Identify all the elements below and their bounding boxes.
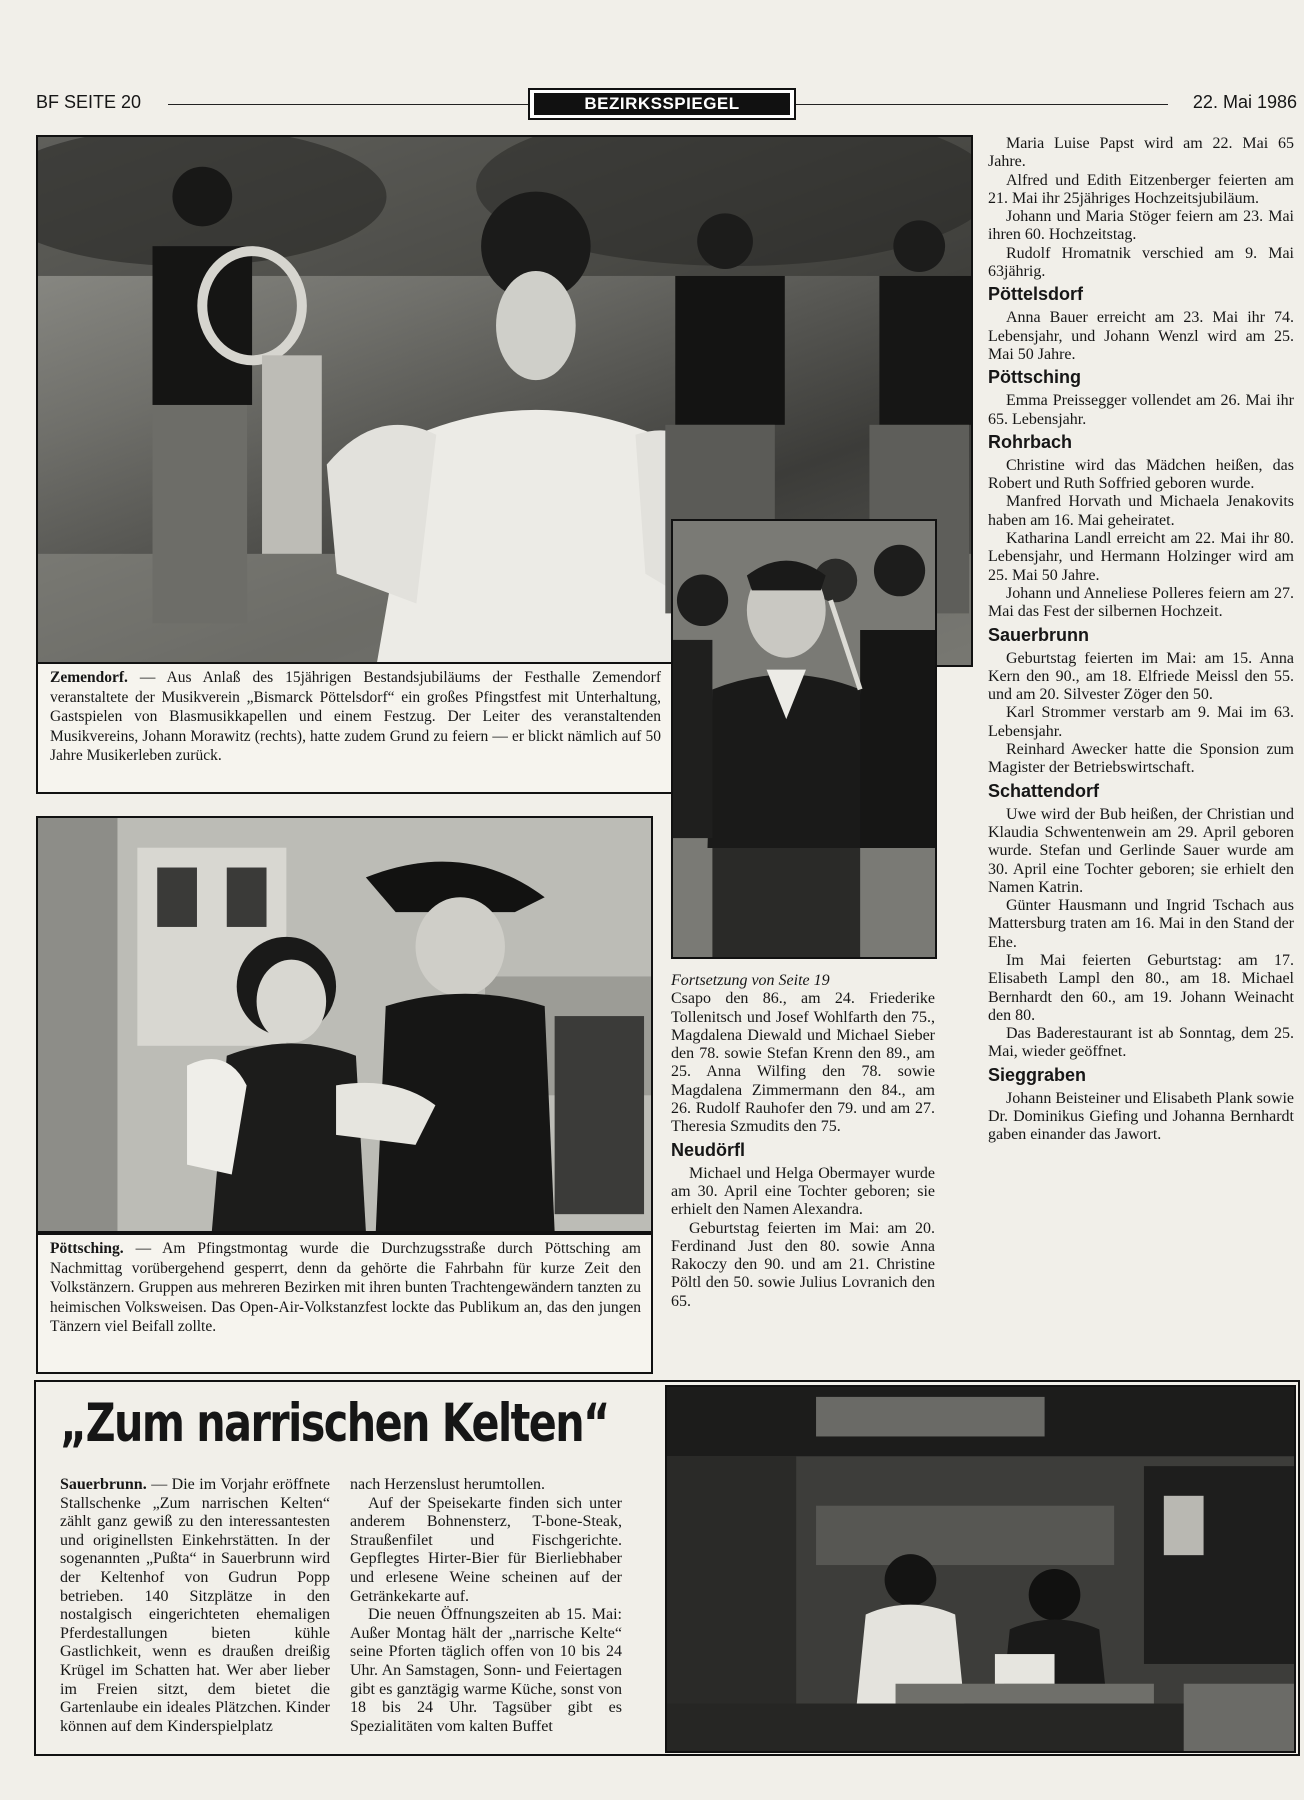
caption-poettsching-text: — Am Pfingstmontag wurde die Durchzugsstraße durch Pöttsching am Nachmittag vorübergehend gesperrt, denn da gehörte die Fahrbahn für kurze Zeit den Volkstänzern. Gruppen aus mehreren Bezirken mit ihren bunten Trachtengewändern tanzten zu heimischen Volksweisen. Das Open-Air-Volkstanzfest lockte das Publikum an, das den jungen Tänzern viel Beifall zollte. (50, 1240, 641, 1335)
paragraph: Günter Hausmann und Ingrid Tschach aus Mattersburg traten am 16. Mai in den Stand der Ehe. (988, 897, 1294, 951)
paragraph: nach Herzenslust herumtollen. (350, 1476, 546, 1493)
paragraph: Reinhard Awecker hatte die Sponsion zum Magister der Betriebswirtschaft. (988, 741, 1294, 777)
section-box (528, 88, 796, 120)
column-middle-intro: Csapo den 86., am 24. Friederike Tollenitsch und Josef Wohlfarth den 75., Magdalena Diewald und Michael Sieber den 78. sowie Stefan Krenn den 89., am 25. Anna Wilfing den 78. sowie Magdalena Zimmermann den 84., am 26. Rudolf Rauhofer den 79. und am 27. Theresia Szmudits den 75. (671, 990, 935, 1136)
heading-rohrbach: Rohrbach (988, 431, 1073, 452)
page-number: BF SEITE 20 (36, 92, 142, 112)
column-right (988, 135, 1294, 1145)
paragraph: Das Baderestaurant ist ab Sonntag, dem 25. Mai, wieder geöffnet. (988, 1025, 1294, 1061)
heading-poettelsdorf: Pöttelsdorf (988, 284, 1084, 305)
paragraph: Michael und Helga Obermayer wurde am 30. April eine Tochter geboren; sie erhielt den Namen Alexandra. (671, 1164, 935, 1219)
paragraph: Uwe wird der Bub heißen, der Christian und Klaudia Schwentenwein am 29. April geboren wurde. Stefan und Gerlinde Sauer wurde am 30. April eine Tochter geboren; sie erhielt den Namen Katrin. (988, 805, 1294, 896)
paragraph: Geburtstag feierten im Mai: am 20. Ferdinand Just den 80. sowie Anna Rakoczy den 90. und am 21. Christine Pöltl den 50. sowie Julius Lovranich den 65. (671, 1219, 935, 1310)
article-headline: „Zum narrischen Kelten“ (60, 1393, 609, 1454)
article-place: Sauerbrunn. (60, 1476, 147, 1493)
paragraph: Maria Luise Papst wird am 22. Mai 65 Jahre. (988, 135, 1294, 171)
paragraph: Christine wird das Mädchen heißen, das Robert und Ruth Soffried geboren wurde. (988, 456, 1294, 493)
section-title: BEZIRKSSPIEGEL (534, 93, 790, 115)
caption-zemendorf (36, 662, 673, 794)
header-rule-left (168, 104, 528, 105)
heading-neudoerfl: Neudörfl (671, 1139, 745, 1160)
paragraph: Alfred und Edith Eitzenberger feierten am 21. Mai ihr 25jähriges Hochzeitsjubiläum. (988, 171, 1294, 207)
issue-date: 22. Mai 1986 (1192, 92, 1297, 112)
paragraph: Johann und Anneliese Polleres feiern am 27. Mai das Fest der silbernen Hochzeit. (988, 584, 1294, 621)
caption-poettsching (36, 1233, 653, 1374)
caption-zemendorf-text: — Aus Anlaß des 15jährigen Bestandsjubiläums der Festhalle Zemendorf veranstaltete der Musikverein „Bismarck Pöttelsdorf“ ein großes Pfingstfest mit Unterhaltung, Gastspielen von Blasmusikkapellen und einem Festzug. Der Leiter des veranstaltenden Musikvereins, Johann Morawitz (rechts), hatte zudem Grund zu feiern — er blickt nämlich auf 50 Jahre Musikerleben zurück. (50, 669, 661, 764)
paragraph: Rudolf Hromatnik verschied am 9. Mai 63jährig. (988, 244, 1294, 281)
photo-poettsching-dancers (36, 816, 653, 1233)
photo-restaurant-interior (665, 1385, 1296, 1753)
heading-schattendorf: Schattendorf (988, 780, 1100, 801)
article-column-2 (350, 1476, 622, 1736)
paragraph: Emma Preissegger vollendet am 26. Mai ihr 65. Lebensjahr. (988, 392, 1294, 428)
paragraph: Katharina Landl erreicht am 22. Mai ihr 80. Lebensjahr, und Hermann Holzinger wird am 25. Mai 50 Jahre. (988, 530, 1294, 584)
heading-sieggraben: Sieggraben (988, 1064, 1087, 1085)
paragraph: Anna Bauer erreicht am 23. Mai ihr 74. Lebensjahr, und Johann Wenzl wird am 25. Mai 50 Jahre. (988, 309, 1294, 363)
caption-zemendorf-place: Zemendorf. (50, 669, 128, 686)
article-column-1 (60, 1476, 330, 1736)
header-rule-right (796, 104, 1168, 105)
paragraph: Die neuen Öffnungszeiten ab 15. Mai: Außer Montag hält der „narrische Kelte“ seine Pforten täglich offen von 10 bis 24 Uhr. An Samstagen, Sonn- und Feiertagen gibt es ganztägig warme Küche, sonst von 18 bis 24 Uhr. Tagsüber gibt es Spezialitäten vom kalten Buffet (350, 1606, 622, 1735)
photo-johann-morawitz (671, 519, 937, 959)
paragraph: Auf der Speisekarte finden sich unter anderem Bohnensterz, T-bone-Steak, Straußenfilet und Fischgerichte. Gepflegtes Hirter-Bier für Bierliebhaber und erlesene Weine scheinen auf der Getränkekarte auf. (350, 1494, 622, 1605)
paragraph: Im Mai feierten Geburtstag: am 17. Elisabeth Lampl den 80., am 18. Michael Bernhardt den 60., am 19. Johann Weinacht den 80. (988, 951, 1294, 1024)
article-text: — Die im Vorjahr eröffnete Stallschenke „Zum narrischen Kelten“ zählt ganz gewiß zu den interessantesten und originellsten Einkehrstätten. In der sogenannten „Pußta“ in Sauerbrunn wird der Keltenhof von Gudrun Popp betrieben. 140 Sitzplätze in den nostalgisch eingerichteten ehemaligen Pferdestallungen bieten kühle Gastlichkeit, wenn es draußen dreißig Krügel im Schatten hat. Wer aber lieber im Freien sitzt, dem bietet die Gartenlaube ein ideales Plätzchen. Kinder können auf dem Kinderspielplatz (60, 1476, 330, 1735)
column-middle (671, 972, 935, 1311)
continuation-note: Fortsetzung von Seite 19 (671, 972, 830, 989)
paragraph: Johann Beisteiner und Elisabeth Plank sowie Dr. Dominikus Giefing und Johanna Bernhardt gaben einander das Jawort. (988, 1089, 1294, 1144)
caption-poettsching-place: Pöttsching. (50, 1240, 124, 1257)
paragraph: Geburtstag feierten im Mai: am 15. Anna Kern den 90., am 18. Elfriede Meissl den 55. und am 20. Silvester Zöger den 50. (988, 649, 1294, 704)
heading-sauerbrunn: Sauerbrunn (988, 624, 1090, 645)
paragraph: Karl Strommer verstarb am 9. Mai im 63. Lebensjahr. (988, 704, 1294, 740)
paragraph: Johann und Maria Stöger feiern am 23. Mai ihren 60. Hochzeitstag. (988, 208, 1294, 244)
heading-poettsching: Pöttsching (988, 367, 1081, 388)
paragraph: Manfred Horvath und Michaela Jenakovits haben am 16. Mai geheiratet. (988, 493, 1294, 529)
